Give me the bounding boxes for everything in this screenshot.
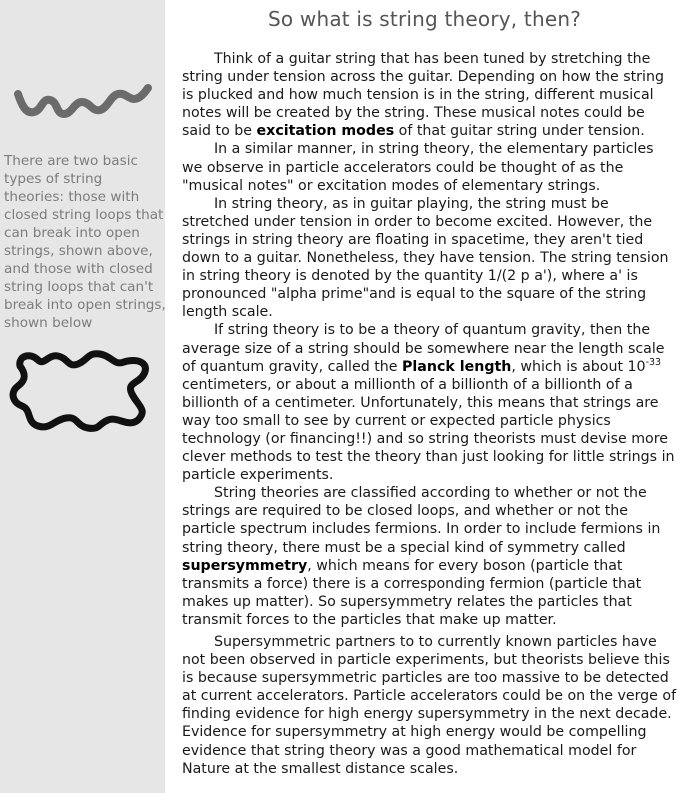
planck-exponent: -33 (645, 356, 662, 368)
open-string-squiggle-icon (12, 78, 154, 130)
paragraph-planck-length: If string theory is to be a theory of quantum gravity, then the average size of a string should be somewhere near the length scale of quantum gravity, called the Planck length, which is about $10^{-33}$ centimeters, or about a millionth of a billionth of a billionth of a billionth of a centimeter. Unfortunately, this means that strings are way too small to see by current or expected particle physics technology (or financing!!) and so string theorists must devise more clever methods to test the theory than just looking for little strings in particle experiments. (182, 322, 675, 484)
paragraph-string-tension: In string theory, as in guitar playing, the string must be stretched under tension in order to become excited. However, the strings in string theory are floating in spacetime, they aren't tied down to a guitar. Nonetheless, they have tension. The string tension in string theory is denoted by the quantity 1/(2 p a'), where a' is pronounced "alpha prime"and is equal to the square of the string length scale. (182, 195, 669, 321)
term-supersymmetry: supersymmetry (182, 557, 308, 574)
page-title: So what is string theory, then? (268, 7, 582, 31)
paragraph-musical-notes: In a similar manner, in string theory, the elementary particles we observe in particle accelerators could be thought of as the "musical notes" or excitation modes of elementary strings. (182, 141, 654, 194)
article-body (182, 50, 678, 778)
paragraph-superpartners: Supersymmetric partners to to currently known particles have not been observed in particle experiments, but theorists believe this is because supersymmetric particles are too massive to be detected at current accelerators. Particle accelerators could be on the verge of finding evidence for high energy supersymmetry in the next decade. Evidence for supersymmetry at high energy would be compelling evidence that string theory was a good mathematical model for Nature at the smallest distance scales. (182, 634, 677, 777)
sidebar-caption: There are two basic types of string theories: those with closed string loops that can break into open strings, shown above, and those with closed string loops that can't break into open strings, shown below (4, 153, 166, 331)
closed-string-loop-icon (6, 348, 158, 432)
term-planck-length: Planck length (402, 358, 512, 375)
term-excitation-modes: excitation modes (256, 123, 395, 140)
paragraph-guitar-string: Think of a guitar string that has been tuned by stretching the string under tension across the guitar. Depending on how the string is plucked and how much tension is in the string, different musical notes will be created by the string. These musical notes could be said to be excitation modes of that guitar string under tension. (182, 51, 664, 140)
paragraph-supersymmetry: String theories are classified according to whether or not the strings are required to be closed loops, and whether or not the particle spectrum includes fermions. In order to include fermions in string theory, there must be a special kind of symmetry called supersymmetry, which means for every boson (particle that transmits a force) there is a corresponding fermion (particle that makes up matter). So supersymmetry relates the particles that transmit forces to the particles that make up matter. (182, 485, 661, 628)
